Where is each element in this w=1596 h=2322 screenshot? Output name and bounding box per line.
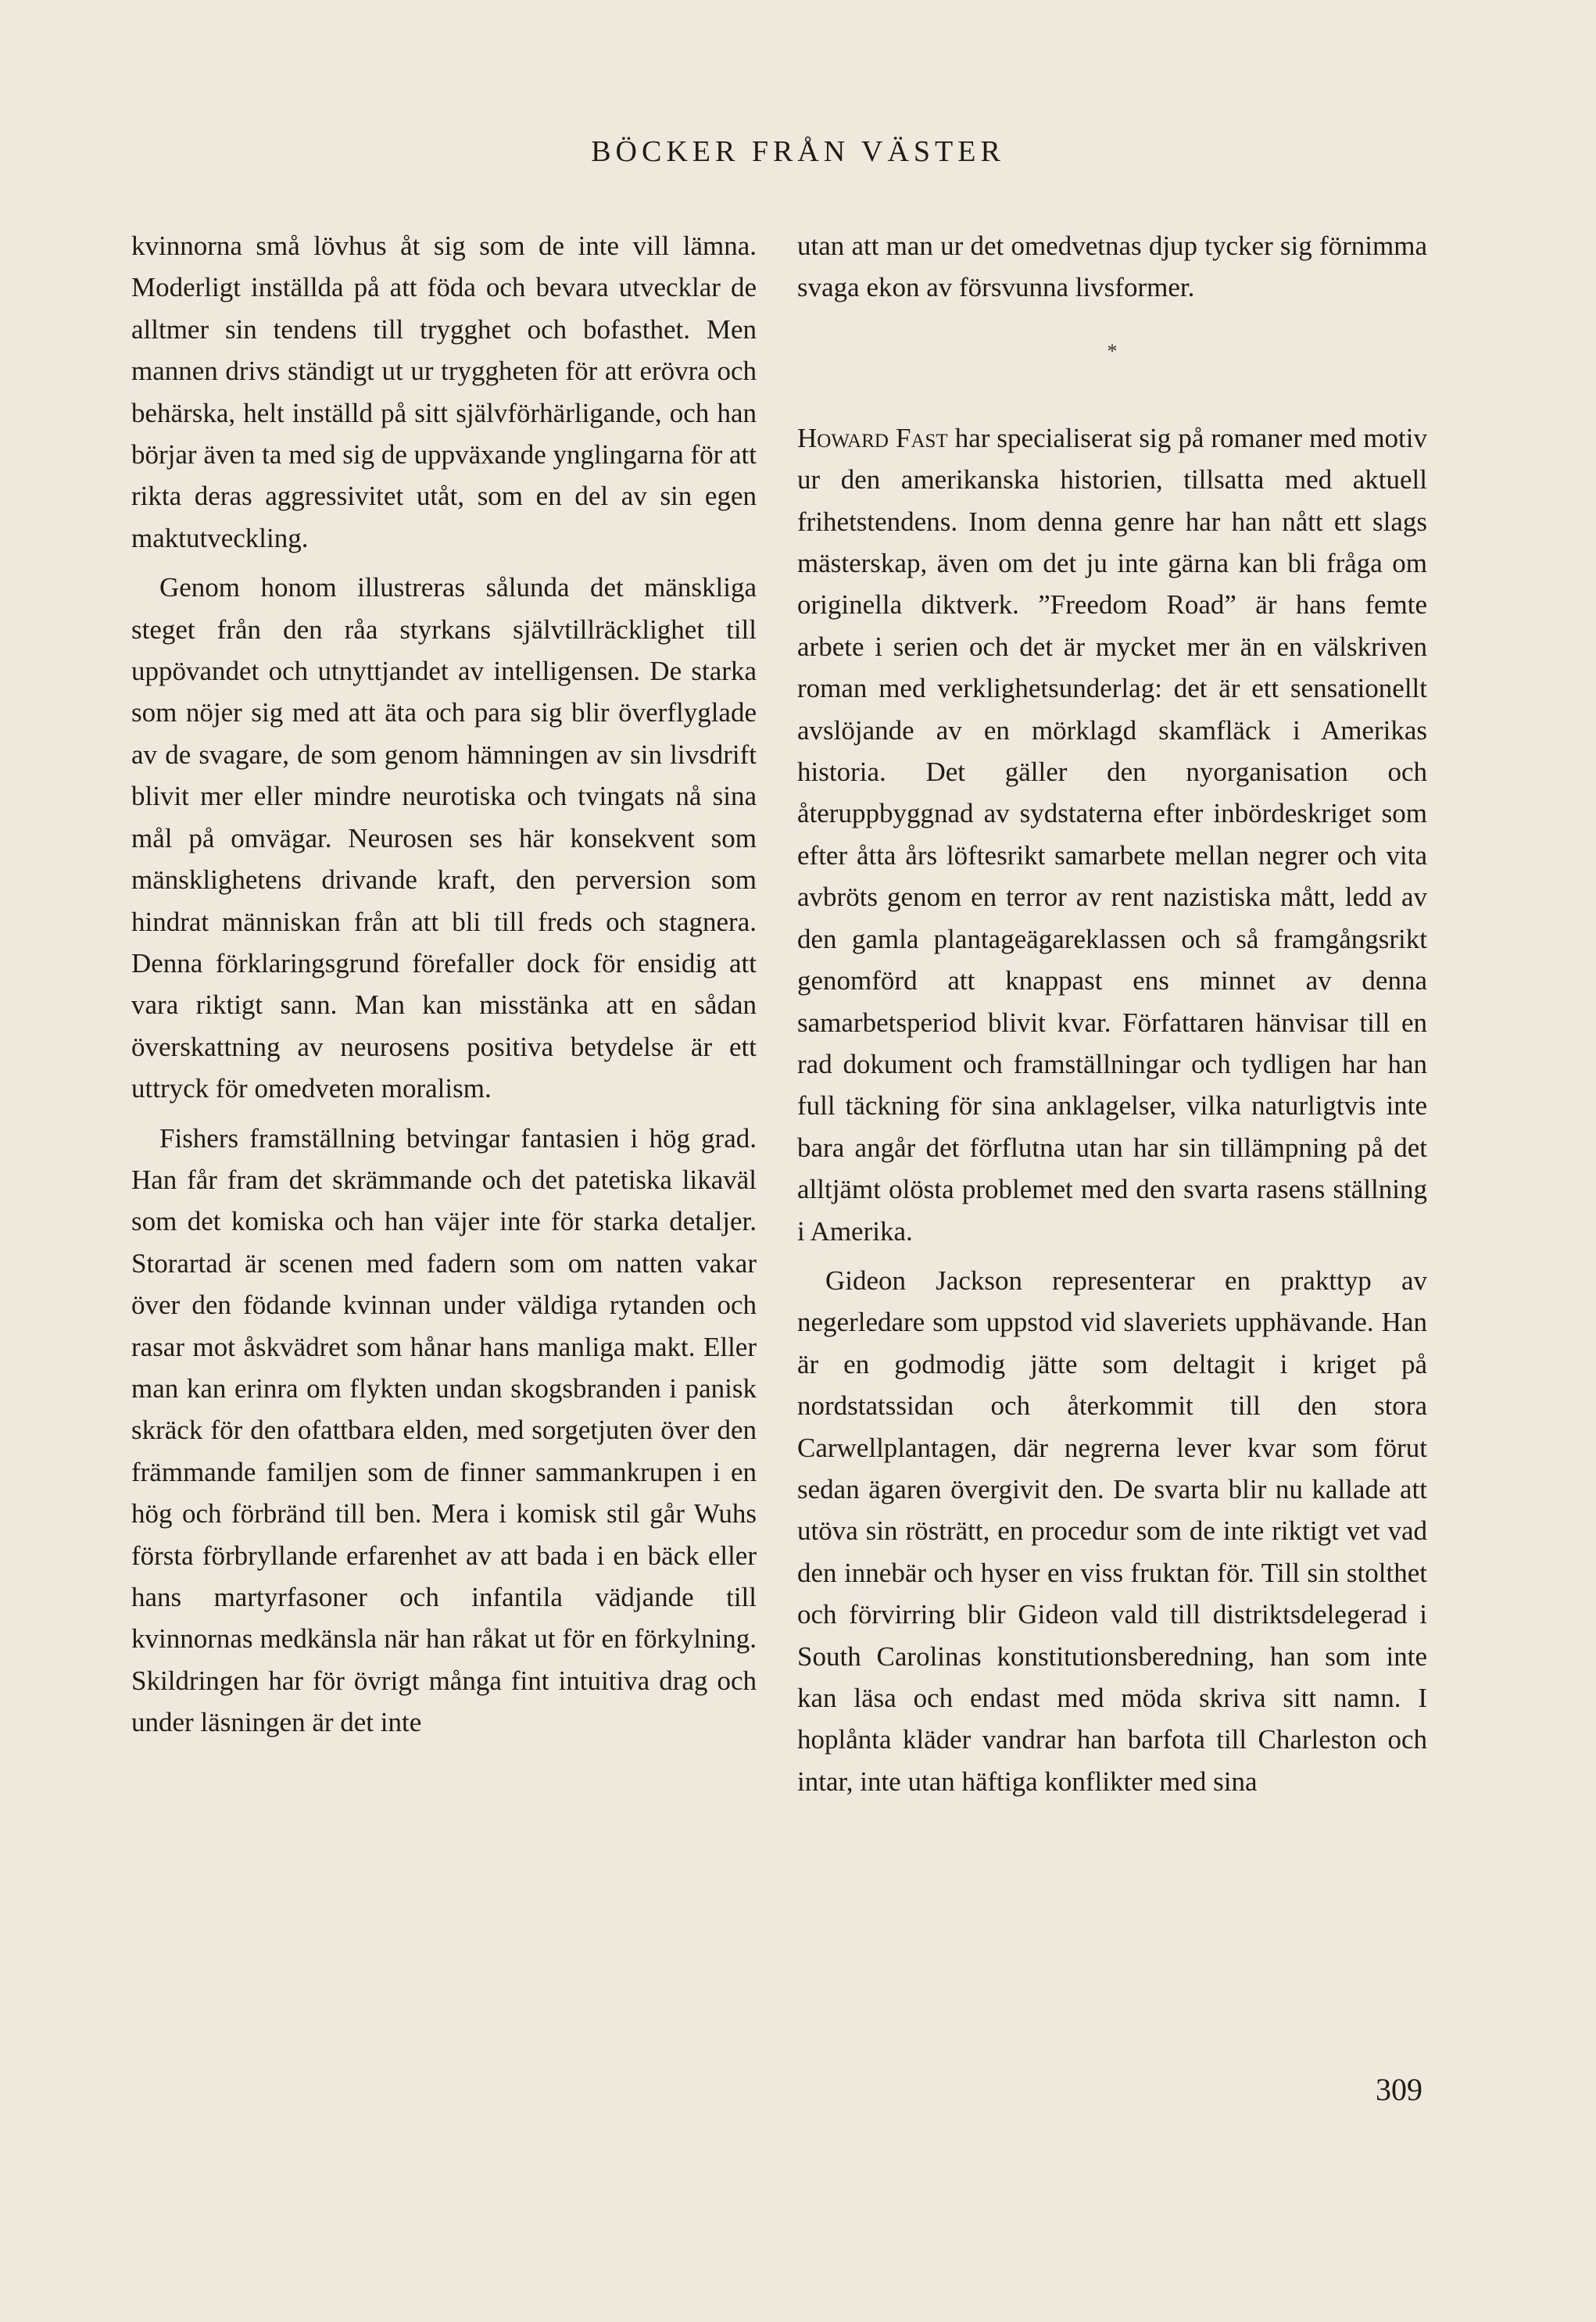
running-header: BÖCKER FRÅN VÄSTER <box>591 135 1005 168</box>
left-paragraph-3: Fishers framställning betvingar fantasien i hög grad. Han får fram det skrämmande och det patetiska likaväl som det komiska och han väjer inte för starka detaljer. Storartad är scenen med fadern som om natten vakar över den födande kvinnan under väldiga rytanden och rasar mot åskvädret som hånar hans manliga makt. Eller man kan erinra om flykten undan skogsbranden i panisk skräck för den ofattbara elden, med sorgetjuten över den främmande familjen som de finner sammankrupen i en hög och förbränd till ben. Mera i komisk stil går Wuhs första förbryllande erfarenhet av att bada i en bäck eller hans martyrfasoner och infantila vädjande till kvinnornas medkänsla när han råkat ut för en förkylning. Skildringen har för övrigt många fint intuitiva drag och under läsningen är det inte <box>131 1122 757 1738</box>
page-number: 309 <box>1376 2072 1422 2107</box>
left-column <box>131 225 757 1744</box>
right-paragraph-2 <box>797 417 1427 1252</box>
left-paragraph-1: kvinnorna små lövhus åt sig som de inte vill lämna. Moderligt inställda på att föda och bevara utvecklar de alltmer sin tendens till trygghet och bofasthet. Men mannen drivs ständigt ut ur tryggheten för att erövra och behärska, helt inställd på sitt självförhärligande, och han börjar även ta med sig de uppväxande ynglingarna för att rikta deras aggressivitet utåt, som en del av sin egen maktutveckling. <box>131 231 757 553</box>
right-column <box>797 225 1427 1802</box>
right-paragraph-1: utan att man ur det omedvetnas djup tycker sig förnimma svaga ekon av försvunna livsformer. <box>797 231 1427 303</box>
right-paragraph-3: Gideon Jackson representerar en prakttyp av negerledare som uppstod vid slaveriets upphävande. Han är en godmodig jätte som deltagit i kriget på nordstatssidan och återkommit till den stora Carwellplantagen, där negrerna lever kvar som förut sedan ägaren övergivit den. De svarta blir nu kallade att utöva sin rösträtt, en procedur som de inte riktigt vet vad den innebär och hyser en viss fruktan för. Till sin stolthet och förvirring blir Gideon vald till distriktsdelegerad i South Carolinas konstitutionsberedning, han som inte kan läsa och endast med möda skriva sitt namn. I hoplånta kläder vandrar han barfota till Charleston och intar, inte utan häftiga konflikter med sina <box>797 1265 1427 1797</box>
section-separator: * <box>1107 339 1118 363</box>
left-paragraph-2: Genom honom illustreras sålunda det mänskliga steget från den råa styrkans självtillräcklighet till uppövandet och utnyttjandet av intelligensen. De starka som nöjer sig med att äta och para sig blir överflyglade av de svagare, de som genom hämningen av sin livsdrift blivit mer eller mindre neurotiska och tvingats nå sina mål på omvägar. Neurosen ses här konsekvent som mänsklighetens drivande kraft, den perversion som hindrat människan från att bli till freds och stagnera. Denna förklaringsgrund förefaller dock för ensidig att vara riktigt sann. Man kan misstänka att en sådan överskattning av neurosens positiva betydelse är ett uttryck för omedveten moralism. <box>131 572 757 1104</box>
author-name: Howard Fast <box>797 422 948 453</box>
right-paragraph-2-text: har specialiserat sig på romaner med motiv ur den amerikanska historien, tillsatta med aktuell frihetstendens. Inom denna genre har han nått ett slags mästerskap, även om det ju inte gärna kan bli fråga om originella diktverk. ”Freedom Road” är hans femte arbete i serien och det är mycket mer än en välskriven roman med verklighetsunderlag: det är ett sensationellt avslöjande av en mörklagd skamfläck i Amerikas historia. Det gäller den nyorganisation och återuppbyggnad av sydstaterna efter inbördeskriget som efter åtta års löftesrikt samarbete mellan negrer och vita avbröts genom en terror av rent nazistiska mått, ledd av den gamla plantageägareklassen och så framgångsrikt genomförd att knappast ens minnet av denna samarbetsperiod blivit kvar. Författaren hänvisar till en rad dokument och framställningar och tydligen har han full täckning för sina anklagelser, vilka naturligtvis inte bara angår det förflutna utan har sin tillämpning på det alltjämt olösta problemet med den svarta rasens ställning i Amerika. <box>797 422 1427 1247</box>
